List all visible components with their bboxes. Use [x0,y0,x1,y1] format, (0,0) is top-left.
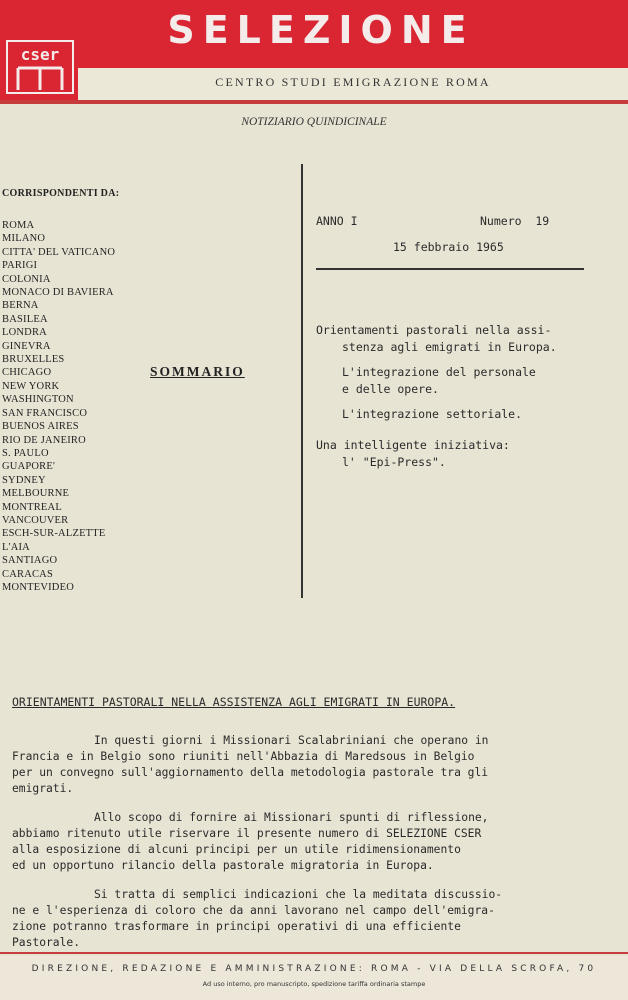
correspondent-city: MELBOURNE [2,488,70,500]
column-divider [301,164,303,598]
correspondent-city: BUENOS AIRES [2,421,79,433]
issue-date: 15 febbraio 1965 [393,240,504,254]
article-paragraph-1: In questi giorni i Missionari Scalabriniani che operano in Francia e in Belgio sono riuniti nell'Abbazia di Maredsous in Belgio per un convegno sull'aggiornamento della metodologia pastorale tra gli emigrati. [12,734,489,795]
correspondent-city: BASILEA [2,313,48,325]
correspondent-city: PARIGI [2,260,38,272]
article-title: ORIENTAMENTI PASTORALI NELLA ASSISTENZA AGLI EMIGRATI IN EUROPA. [12,695,456,709]
footer-rule [0,952,628,954]
correspondent-city: BERNA [2,300,39,312]
correspondent-city: GUAPORE' [2,461,56,473]
correspondent-city-list [2,219,115,594]
correspondent-city: MONTEVIDEO [2,581,74,593]
correspondent-city: WASHINGTON [2,394,74,406]
toc-item-1: Orientamenti pastorali nella assi- [316,323,552,337]
toc-subitem-1: L'integrazione del personale [342,365,536,379]
correspondent-city: RIO DE JANEIRO [2,434,86,446]
table-of-contents [316,322,616,471]
subtitle-strip [78,68,628,100]
correspondent-city: SAN FRANCISCO [2,407,88,419]
correspondent-city: BRUXELLES [2,354,65,366]
cser-logo [6,40,74,94]
correspondent-city: MONTREAL [2,501,62,513]
toc-subitem-1-cont: e delle opere. [342,382,439,396]
correspondent-city: GINEVRA [2,340,51,352]
toc-item-1-cont: stenza agli emigrati in Europa. [342,340,557,354]
correspondent-city: SANTIAGO [2,555,58,567]
center-name: CENTRO STUDI EMIGRAZIONE ROMA [215,75,491,89]
newsletter-label: NOTIZIARIO QUINDICINALE [241,116,387,128]
article-body [12,733,602,964]
correspondent-city: SYDNEY [2,474,46,486]
correspondent-city: L'AIA [2,541,30,553]
toc-subitem-2: L'integrazione settoriale. [342,407,523,421]
issue-year: ANNO I [316,214,358,228]
correspondent-city: NEW YORK [2,380,60,392]
correspondent-city: ROMA [2,220,35,231]
toc-item-2-cont: l' "Epi-Press". [342,455,446,469]
correspondent-city: MILANO [2,233,46,245]
correspondent-city: CHICAGO [2,367,52,379]
footer-address: DIREZIONE, REDAZIONE E AMMINISTRAZIONE: ROMA - VIA DELLA SCROFA, 70 [31,964,597,974]
correspondent-city: VANCOUVER [2,514,69,526]
masthead-title: SELEZIONE [167,8,475,52]
article-paragraph-3: Si tratta di semplici indicazioni che la meditata discussio- ne e l'esperienza di coloro che da anni lavorano nel campo dell'emigra- zione potranno trasformare in principi operativi di una efficiente Pastorale. [12,888,503,949]
sommario-heading: SOMMARIO [150,364,245,379]
toc-item-2: Una intelligente iniziativa: [316,438,510,452]
logo-text: cser [20,45,60,64]
correspondent-city: MONACO DI BAVIERA [2,287,114,299]
header-rule [0,100,628,104]
correspondent-city: ESCH-SUR-ALZETTE [2,528,106,540]
correspondents-heading: CORRISPONDENTI DA: [2,188,120,199]
issue-number: Numero 19 [480,214,550,228]
correspondent-city: LONDRA [2,327,47,339]
article-paragraph-2: Allo scopo di fornire ai Missionari spunti di riflessione, abbiamo ritenuto utile riservare il presente numero di SELEZIONE CSER alla esposizione di alcuni principi per un utile ridimensionamento ed un opportuno rilancio della pastorale migratoria in Europa. [12,811,489,872]
footer-note: Ad uso interno, pro manuscripto, spedizione tariffa ordinaria stampe [202,980,426,988]
date-rule [316,268,584,270]
correspondent-city: COLONIA [2,273,51,285]
footer [0,956,628,1000]
correspondent-city: S. PAULO [2,447,49,459]
correspondent-city: CITTA' DEL VATICANO [2,246,116,258]
correspondent-city: CARACAS [2,568,53,580]
